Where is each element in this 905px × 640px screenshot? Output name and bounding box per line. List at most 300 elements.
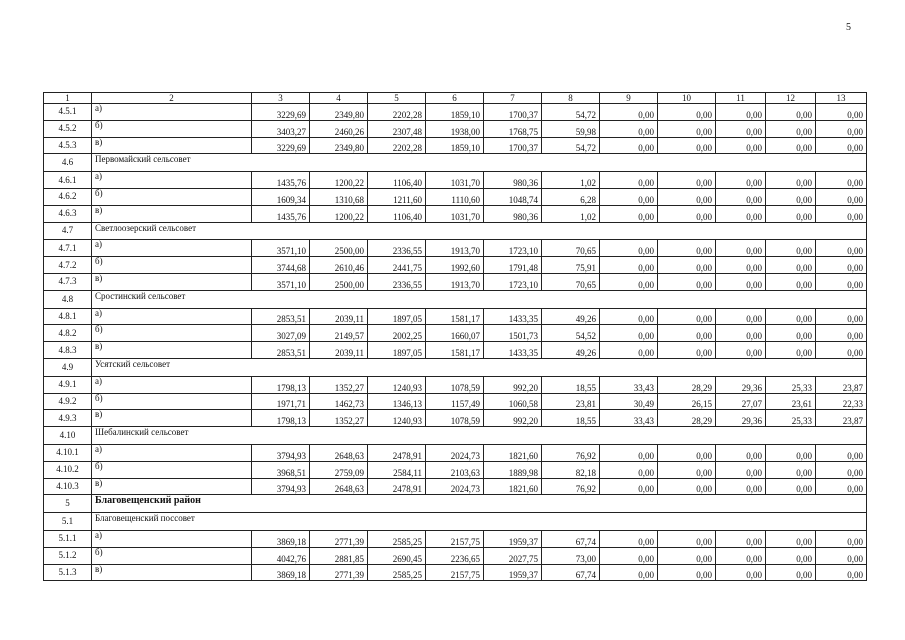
value-cell: 1798,13 xyxy=(252,410,310,427)
table-row xyxy=(44,376,867,393)
value-cell: 0,00 xyxy=(658,564,716,581)
value-cell: 0,00 xyxy=(658,257,716,274)
value-cell: 3744,68 xyxy=(252,257,310,274)
value-cell: 3968,51 xyxy=(252,461,310,478)
value-cell: 2441,75 xyxy=(368,257,426,274)
value-cell: 1352,27 xyxy=(310,410,368,427)
value-cell: 0,00 xyxy=(658,240,716,257)
value-cell: 0,00 xyxy=(658,104,716,121)
row-code: 4.7 xyxy=(44,222,92,240)
value-cell: 3571,10 xyxy=(252,240,310,257)
row-code: 4.8.1 xyxy=(44,308,92,325)
table-row xyxy=(44,120,867,137)
value-cell: 1031,70 xyxy=(426,172,484,189)
value-cell: 2039,11 xyxy=(310,308,368,325)
value-cell: 0,00 xyxy=(816,564,867,581)
row-code: 5.1.3 xyxy=(44,564,92,581)
row-code: 4.5.3 xyxy=(44,137,92,154)
row-code: 5.1.1 xyxy=(44,530,92,547)
value-cell: 0,00 xyxy=(658,444,716,461)
value-cell: 0,00 xyxy=(816,478,867,495)
value-cell: 0,00 xyxy=(600,342,658,359)
row-label: б) xyxy=(92,461,252,478)
value-cell: 1791,48 xyxy=(484,257,542,274)
value-cell: 0,00 xyxy=(600,444,658,461)
value-cell: 0,00 xyxy=(600,240,658,257)
value-cell: 0,00 xyxy=(766,104,816,121)
section-title: Шебалинский сельсовет xyxy=(92,427,867,445)
value-cell: 1581,17 xyxy=(426,308,484,325)
value-cell: 1660,07 xyxy=(426,325,484,342)
value-cell: 1078,59 xyxy=(426,376,484,393)
table-row xyxy=(44,205,867,222)
value-cell: 0,00 xyxy=(816,104,867,121)
row-label: а) xyxy=(92,376,252,393)
value-cell: 4042,76 xyxy=(252,547,310,564)
value-cell: 23,87 xyxy=(816,376,867,393)
value-cell: 33,43 xyxy=(600,410,658,427)
value-cell: 33,43 xyxy=(600,376,658,393)
row-label: б) xyxy=(92,257,252,274)
value-cell: 54,72 xyxy=(542,137,600,154)
value-cell: 0,00 xyxy=(816,120,867,137)
value-cell: 0,00 xyxy=(658,325,716,342)
row-code: 4.10.3 xyxy=(44,478,92,495)
value-cell: 2690,45 xyxy=(368,547,426,564)
value-cell: 2027,75 xyxy=(484,547,542,564)
value-cell: 0,00 xyxy=(658,188,716,205)
value-cell: 2336,55 xyxy=(368,273,426,290)
value-cell: 1859,10 xyxy=(426,104,484,121)
value-cell: 1581,17 xyxy=(426,342,484,359)
value-cell: 0,00 xyxy=(716,273,766,290)
value-cell: 0,00 xyxy=(658,205,716,222)
value-cell: 0,00 xyxy=(600,188,658,205)
value-cell: 27,07 xyxy=(716,393,766,410)
value-cell: 73,00 xyxy=(542,547,600,564)
value-cell: 2039,11 xyxy=(310,342,368,359)
value-cell: 2202,28 xyxy=(368,137,426,154)
value-cell: 0,00 xyxy=(600,530,658,547)
section-row xyxy=(44,222,867,240)
row-code: 4.8.2 xyxy=(44,325,92,342)
value-cell: 1859,10 xyxy=(426,137,484,154)
table-row xyxy=(44,478,867,495)
value-cell: 1768,75 xyxy=(484,120,542,137)
value-cell: 1346,13 xyxy=(368,393,426,410)
value-cell: 2853,51 xyxy=(252,342,310,359)
row-code: 4.9.1 xyxy=(44,376,92,393)
value-cell: 2157,75 xyxy=(426,564,484,581)
value-cell: 0,00 xyxy=(658,308,716,325)
row-code: 4.7.3 xyxy=(44,273,92,290)
row-label: б) xyxy=(92,393,252,410)
table-row xyxy=(44,325,867,342)
value-cell: 3571,10 xyxy=(252,273,310,290)
row-label: а) xyxy=(92,444,252,461)
value-cell: 1110,60 xyxy=(426,188,484,205)
section-title: Благовещенский поссовет xyxy=(92,513,867,531)
value-cell: 0,00 xyxy=(766,564,816,581)
section-title: Сростинский сельсовет xyxy=(92,290,867,308)
value-cell: 1240,93 xyxy=(368,410,426,427)
section-title: Светлоозерский сельсовет xyxy=(92,222,867,240)
value-cell: 76,92 xyxy=(542,444,600,461)
row-label: а) xyxy=(92,104,252,121)
row-label: а) xyxy=(92,308,252,325)
value-cell: 2349,80 xyxy=(310,137,368,154)
section-row xyxy=(44,290,867,308)
value-cell: 0,00 xyxy=(716,308,766,325)
column-header: 3 xyxy=(252,93,310,104)
value-cell: 0,00 xyxy=(816,257,867,274)
value-cell: 1609,34 xyxy=(252,188,310,205)
value-cell: 70,65 xyxy=(542,240,600,257)
row-label: в) xyxy=(92,273,252,290)
value-cell: 23,87 xyxy=(816,410,867,427)
value-cell: 1700,37 xyxy=(484,104,542,121)
value-cell: 0,00 xyxy=(600,205,658,222)
value-cell: 0,00 xyxy=(716,137,766,154)
value-cell: 3794,93 xyxy=(252,478,310,495)
value-cell: 0,00 xyxy=(816,273,867,290)
value-cell: 0,00 xyxy=(716,240,766,257)
row-code: 4.7.2 xyxy=(44,257,92,274)
value-cell: 0,00 xyxy=(716,325,766,342)
value-cell: 1959,37 xyxy=(484,530,542,547)
value-cell: 0,00 xyxy=(716,257,766,274)
value-cell: 2771,39 xyxy=(310,530,368,547)
value-cell: 1913,70 xyxy=(426,273,484,290)
value-cell: 0,00 xyxy=(766,530,816,547)
value-cell: 2103,63 xyxy=(426,461,484,478)
value-cell: 1200,22 xyxy=(310,205,368,222)
value-cell: 76,92 xyxy=(542,478,600,495)
section-title: Усятский сельсовет xyxy=(92,358,867,376)
column-header: 11 xyxy=(716,93,766,104)
value-cell: 1913,70 xyxy=(426,240,484,257)
value-cell: 0,00 xyxy=(658,478,716,495)
value-cell: 2149,57 xyxy=(310,325,368,342)
value-cell: 1821,60 xyxy=(484,444,542,461)
value-cell: 70,65 xyxy=(542,273,600,290)
row-code: 5 xyxy=(44,495,92,513)
value-cell: 0,00 xyxy=(766,444,816,461)
value-cell: 1048,74 xyxy=(484,188,542,205)
row-label: б) xyxy=(92,547,252,564)
value-cell: 2336,55 xyxy=(368,240,426,257)
section-title: Первомайский сельсовет xyxy=(92,154,867,172)
value-cell: 59,98 xyxy=(542,120,600,137)
value-cell: 1031,70 xyxy=(426,205,484,222)
value-cell: 29,36 xyxy=(716,376,766,393)
value-cell: 0,00 xyxy=(816,461,867,478)
value-cell: 1959,37 xyxy=(484,564,542,581)
value-cell: 18,55 xyxy=(542,376,600,393)
table-row xyxy=(44,240,867,257)
value-cell: 0,00 xyxy=(766,461,816,478)
header-row xyxy=(44,93,867,104)
row-label: в) xyxy=(92,137,252,154)
value-cell: 0,00 xyxy=(766,172,816,189)
value-cell: 1700,37 xyxy=(484,137,542,154)
table-row xyxy=(44,530,867,547)
row-label: а) xyxy=(92,240,252,257)
value-cell: 0,00 xyxy=(816,205,867,222)
section-row xyxy=(44,358,867,376)
value-cell: 1938,00 xyxy=(426,120,484,137)
value-cell: 2585,25 xyxy=(368,564,426,581)
value-cell: 0,00 xyxy=(658,342,716,359)
value-cell: 0,00 xyxy=(600,104,658,121)
value-cell: 1897,05 xyxy=(368,308,426,325)
value-cell: 0,00 xyxy=(816,172,867,189)
value-cell: 1889,98 xyxy=(484,461,542,478)
value-cell: 1435,76 xyxy=(252,205,310,222)
value-cell: 2202,28 xyxy=(368,104,426,121)
row-code: 4.8 xyxy=(44,290,92,308)
row-label: б) xyxy=(92,188,252,205)
column-header: 10 xyxy=(658,93,716,104)
value-cell: 2759,09 xyxy=(310,461,368,478)
value-cell: 0,00 xyxy=(716,461,766,478)
value-cell: 1106,40 xyxy=(368,205,426,222)
value-cell: 2584,11 xyxy=(368,461,426,478)
column-header: 7 xyxy=(484,93,542,104)
value-cell: 1723,10 xyxy=(484,240,542,257)
table-row xyxy=(44,104,867,121)
value-cell: 0,00 xyxy=(600,461,658,478)
value-cell: 0,00 xyxy=(716,342,766,359)
row-code: 4.10.1 xyxy=(44,444,92,461)
value-cell: 0,00 xyxy=(658,547,716,564)
value-cell: 0,00 xyxy=(716,104,766,121)
table-row xyxy=(44,564,867,581)
row-code: 4.9.2 xyxy=(44,393,92,410)
value-cell: 67,74 xyxy=(542,564,600,581)
row-label: в) xyxy=(92,342,252,359)
value-cell: 0,00 xyxy=(658,172,716,189)
section-row xyxy=(44,495,867,513)
value-cell: 54,72 xyxy=(542,104,600,121)
table-row xyxy=(44,444,867,461)
value-cell: 2500,00 xyxy=(310,240,368,257)
value-cell: 0,00 xyxy=(716,188,766,205)
table-row xyxy=(44,273,867,290)
value-cell: 0,00 xyxy=(716,205,766,222)
table-row xyxy=(44,410,867,427)
section-row xyxy=(44,427,867,445)
value-cell: 0,00 xyxy=(600,257,658,274)
value-cell: 0,00 xyxy=(816,342,867,359)
value-cell: 2585,25 xyxy=(368,530,426,547)
column-header: 9 xyxy=(600,93,658,104)
value-cell: 0,00 xyxy=(600,478,658,495)
table-row xyxy=(44,342,867,359)
value-cell: 0,00 xyxy=(600,120,658,137)
value-cell: 0,00 xyxy=(716,547,766,564)
value-cell: 26,15 xyxy=(658,393,716,410)
table-row xyxy=(44,461,867,478)
row-label: в) xyxy=(92,478,252,495)
section-title: Благовещенский район xyxy=(92,495,867,513)
value-cell: 49,26 xyxy=(542,308,600,325)
row-code: 4.10.2 xyxy=(44,461,92,478)
value-cell: 0,00 xyxy=(816,308,867,325)
value-cell: 980,36 xyxy=(484,172,542,189)
row-code: 5.1 xyxy=(44,513,92,531)
row-code: 4.6.3 xyxy=(44,205,92,222)
value-cell: 0,00 xyxy=(816,547,867,564)
value-cell: 0,00 xyxy=(658,530,716,547)
value-cell: 1352,27 xyxy=(310,376,368,393)
row-code: 5.1.2 xyxy=(44,547,92,564)
value-cell: 3027,09 xyxy=(252,325,310,342)
value-cell: 2478,91 xyxy=(368,478,426,495)
value-cell: 0,00 xyxy=(600,308,658,325)
value-cell: 0,00 xyxy=(816,444,867,461)
value-cell: 2349,80 xyxy=(310,104,368,121)
value-cell: 18,55 xyxy=(542,410,600,427)
value-cell: 0,00 xyxy=(658,273,716,290)
value-cell: 0,00 xyxy=(658,137,716,154)
value-cell: 1,02 xyxy=(542,205,600,222)
value-cell: 0,00 xyxy=(600,325,658,342)
value-cell: 0,00 xyxy=(816,137,867,154)
value-cell: 1435,76 xyxy=(252,172,310,189)
value-cell: 992,20 xyxy=(484,376,542,393)
value-cell: 0,00 xyxy=(766,257,816,274)
value-cell: 1200,22 xyxy=(310,172,368,189)
value-cell: 0,00 xyxy=(816,240,867,257)
value-cell: 1211,60 xyxy=(368,188,426,205)
value-cell: 1501,73 xyxy=(484,325,542,342)
value-cell: 1798,13 xyxy=(252,376,310,393)
row-code: 4.5.1 xyxy=(44,104,92,121)
value-cell: 992,20 xyxy=(484,410,542,427)
row-label: б) xyxy=(92,325,252,342)
value-cell: 0,00 xyxy=(766,342,816,359)
value-cell: 28,29 xyxy=(658,376,716,393)
value-cell: 2002,25 xyxy=(368,325,426,342)
value-cell: 2648,63 xyxy=(310,444,368,461)
value-cell: 1106,40 xyxy=(368,172,426,189)
value-cell: 82,18 xyxy=(542,461,600,478)
value-cell: 1723,10 xyxy=(484,273,542,290)
table-row xyxy=(44,547,867,564)
value-cell: 2460,26 xyxy=(310,120,368,137)
value-cell: 1992,60 xyxy=(426,257,484,274)
value-cell: 2500,00 xyxy=(310,273,368,290)
value-cell: 0,00 xyxy=(766,205,816,222)
column-header: 13 xyxy=(816,93,867,104)
table-body xyxy=(44,104,867,581)
row-label: а) xyxy=(92,530,252,547)
value-cell: 1078,59 xyxy=(426,410,484,427)
value-cell: 0,00 xyxy=(600,564,658,581)
value-cell: 1897,05 xyxy=(368,342,426,359)
value-cell: 0,00 xyxy=(716,564,766,581)
value-cell: 2024,73 xyxy=(426,478,484,495)
table-row xyxy=(44,188,867,205)
value-cell: 0,00 xyxy=(600,273,658,290)
value-cell: 0,00 xyxy=(766,308,816,325)
value-cell: 1971,71 xyxy=(252,393,310,410)
value-cell: 0,00 xyxy=(658,120,716,137)
table-row xyxy=(44,393,867,410)
value-cell: 0,00 xyxy=(766,120,816,137)
value-cell: 49,26 xyxy=(542,342,600,359)
value-cell: 2478,91 xyxy=(368,444,426,461)
section-row xyxy=(44,513,867,531)
value-cell: 2157,75 xyxy=(426,530,484,547)
value-cell: 0,00 xyxy=(716,478,766,495)
table-row xyxy=(44,308,867,325)
value-cell: 2024,73 xyxy=(426,444,484,461)
value-cell: 1,02 xyxy=(542,172,600,189)
value-cell: 0,00 xyxy=(600,547,658,564)
table-row xyxy=(44,137,867,154)
value-cell: 0,00 xyxy=(766,240,816,257)
value-cell: 0,00 xyxy=(600,137,658,154)
value-cell: 0,00 xyxy=(600,172,658,189)
row-code: 4.9.3 xyxy=(44,410,92,427)
tariff-table xyxy=(43,92,867,581)
page-number: 5 xyxy=(846,22,851,33)
value-cell: 0,00 xyxy=(766,547,816,564)
value-cell: 3794,93 xyxy=(252,444,310,461)
value-cell: 2853,51 xyxy=(252,308,310,325)
value-cell: 1240,93 xyxy=(368,376,426,393)
value-cell: 0,00 xyxy=(816,530,867,547)
value-cell: 0,00 xyxy=(716,172,766,189)
value-cell: 3869,18 xyxy=(252,530,310,547)
value-cell: 0,00 xyxy=(716,530,766,547)
column-header: 8 xyxy=(542,93,600,104)
column-header: 1 xyxy=(44,93,92,104)
value-cell: 23,81 xyxy=(542,393,600,410)
value-cell: 0,00 xyxy=(716,444,766,461)
value-cell: 2307,48 xyxy=(368,120,426,137)
value-cell: 25,33 xyxy=(766,376,816,393)
row-code: 4.9 xyxy=(44,358,92,376)
value-cell: 2236,65 xyxy=(426,547,484,564)
value-cell: 0,00 xyxy=(658,461,716,478)
value-cell: 22,33 xyxy=(816,393,867,410)
value-cell: 3403,27 xyxy=(252,120,310,137)
row-code: 4.10 xyxy=(44,427,92,445)
value-cell: 3229,69 xyxy=(252,137,310,154)
value-cell: 54,52 xyxy=(542,325,600,342)
value-cell: 3229,69 xyxy=(252,104,310,121)
value-cell: 1310,68 xyxy=(310,188,368,205)
value-cell: 1462,73 xyxy=(310,393,368,410)
value-cell: 6,28 xyxy=(542,188,600,205)
value-cell: 0,00 xyxy=(766,188,816,205)
column-header: 5 xyxy=(368,93,426,104)
row-label: в) xyxy=(92,410,252,427)
value-cell: 2610,46 xyxy=(310,257,368,274)
column-header: 4 xyxy=(310,93,368,104)
value-cell: 25,33 xyxy=(766,410,816,427)
column-header: 2 xyxy=(92,93,252,104)
row-code: 4.7.1 xyxy=(44,240,92,257)
row-label: б) xyxy=(92,120,252,137)
value-cell: 0,00 xyxy=(816,325,867,342)
value-cell: 1157,49 xyxy=(426,393,484,410)
value-cell: 1821,60 xyxy=(484,478,542,495)
row-code: 4.6.1 xyxy=(44,172,92,189)
